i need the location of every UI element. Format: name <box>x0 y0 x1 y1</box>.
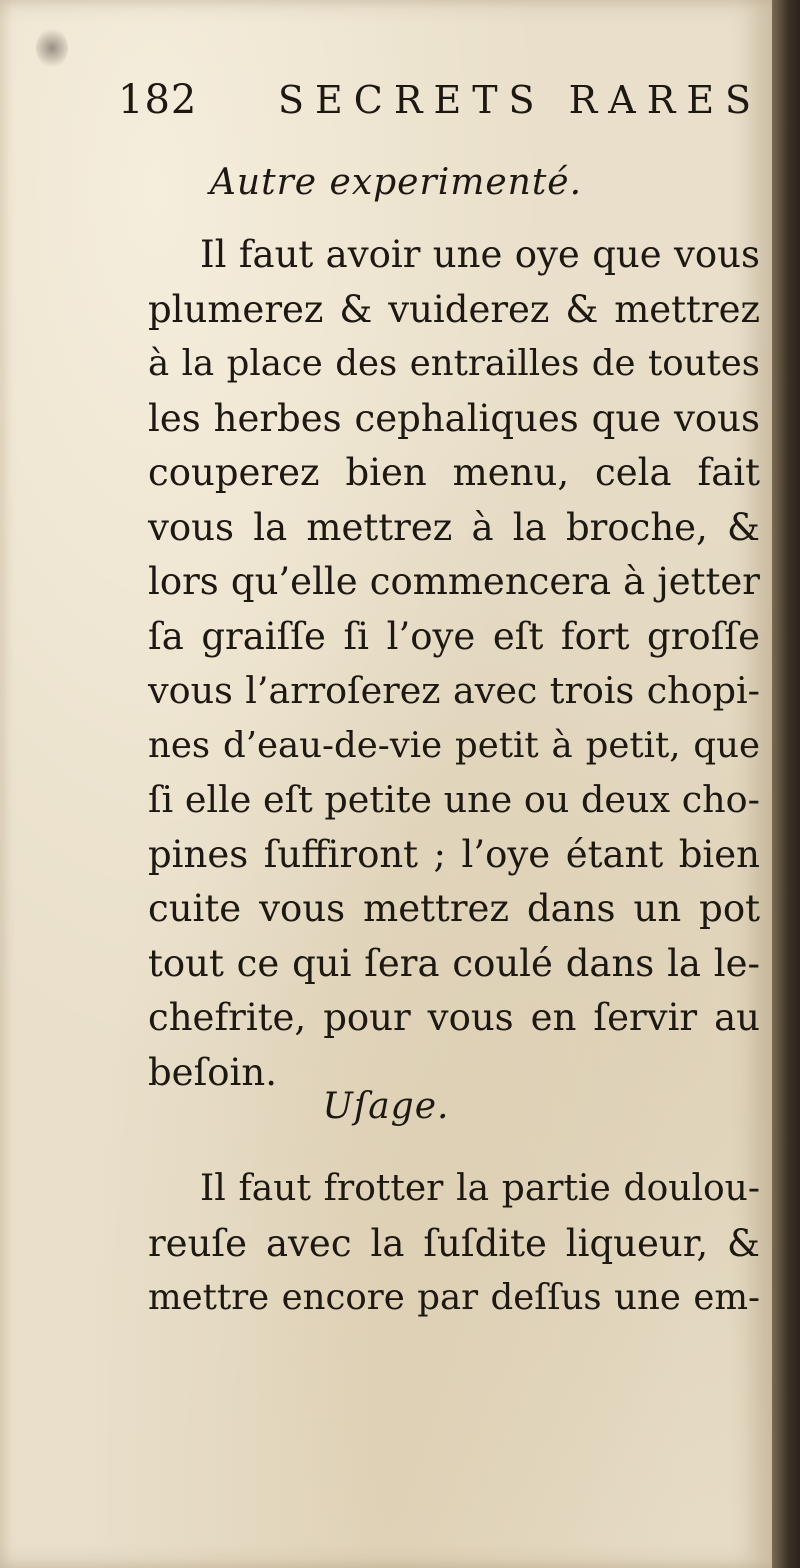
text-line: tout ce qui ſera coulé dans la le- <box>148 941 760 985</box>
text-line: Il faut avoir une oye que vous <box>200 233 760 276</box>
text-line: lors qu’elle commencera à jetter <box>148 560 760 603</box>
text-line: vous la mettrez à la broche, & <box>148 505 760 549</box>
book-edge <box>772 0 800 1568</box>
text-line: les herbes cephaliques que vous <box>148 396 760 440</box>
text-line: plumerez & vuiderez & mettrez <box>148 287 760 331</box>
section-title: Uſage. <box>322 1086 450 1127</box>
text-line: à la place des entrailles de toutes <box>148 343 760 384</box>
text-line: reuſe avec la ſuſdite liqueur, & <box>148 1221 760 1265</box>
paragraph <box>148 228 760 1100</box>
text-line: Il faut frotter la partie doulou- <box>200 1168 760 1209</box>
running-head: SECRETS RARES <box>278 78 763 122</box>
text-line: vous l’arroſerez avec trois chopi- <box>148 669 760 712</box>
page-number: 182 <box>118 77 198 123</box>
text-line: cuite vous mettrez dans un pot <box>148 887 760 930</box>
text-line: nes d’eau-de-vie petit à petit, que <box>148 724 760 766</box>
page-header <box>118 70 763 130</box>
section-title: Autre experimenté. <box>209 162 583 203</box>
text-line: pines ſuffiront ; l’oye étant bien <box>148 832 760 876</box>
text-line: ſa graiſſe ſi l’oye eſt fort groſſe <box>148 614 760 658</box>
text-line: beſoin. <box>148 1050 277 1094</box>
text-line: couperez bien menu, cela fait <box>148 451 760 494</box>
ink-stain <box>36 28 68 68</box>
paragraph <box>148 1162 760 1326</box>
text-line: ſi elle eſt petite une ou deux cho- <box>148 778 760 821</box>
text-line: chefrite, pour vous en ſervir au <box>148 996 760 1039</box>
text-line: mettre encore par deſſus une em- <box>148 1277 760 1318</box>
